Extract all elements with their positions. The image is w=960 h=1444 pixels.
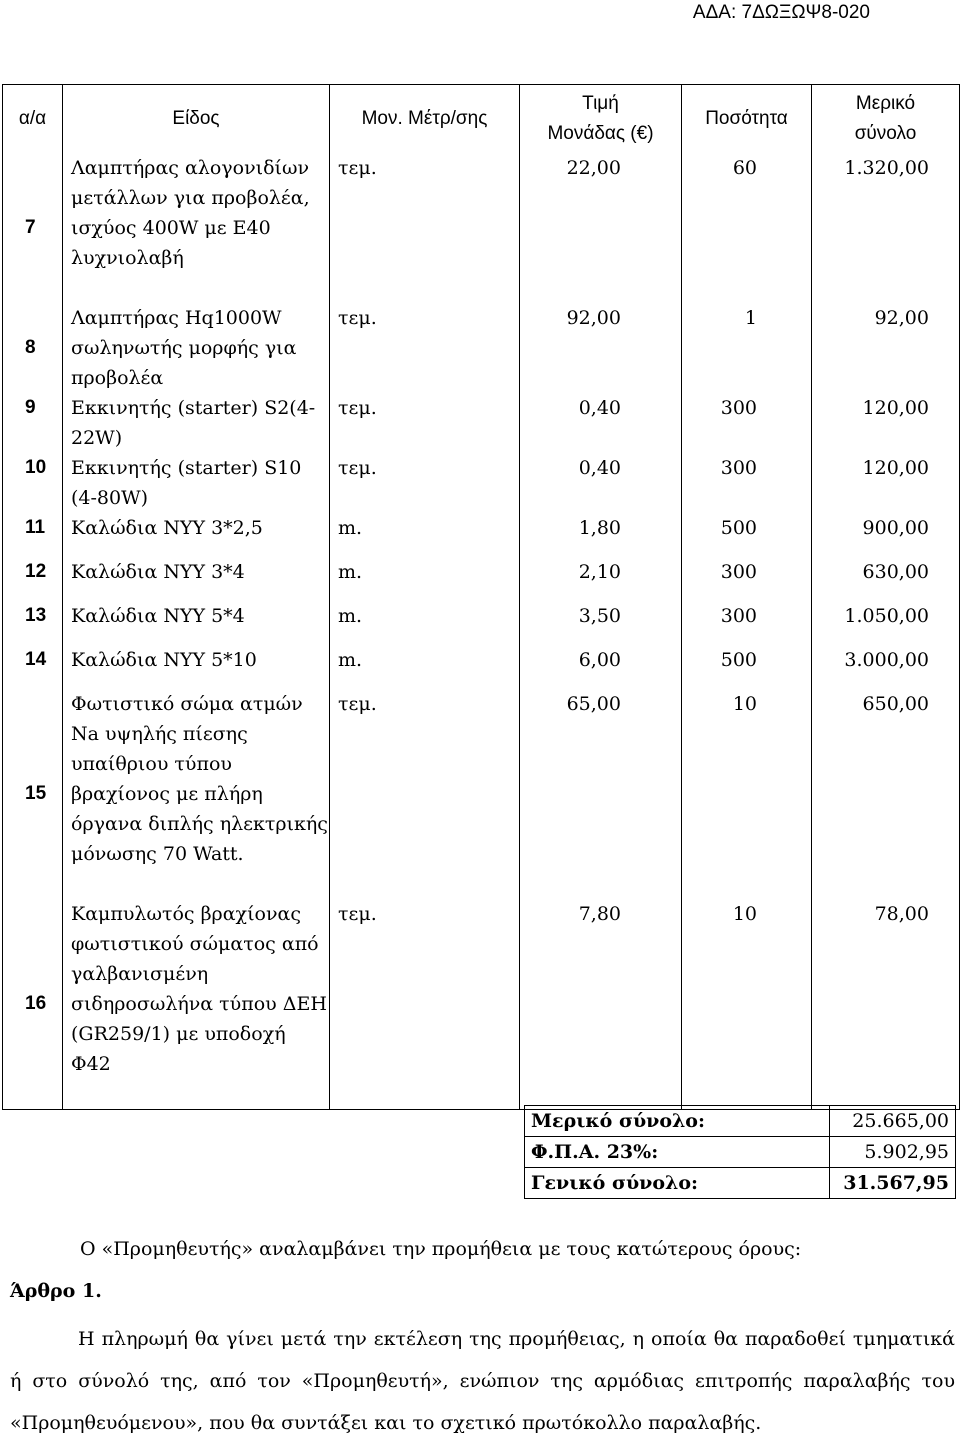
table-row — [3, 393, 960, 453]
table-row — [3, 645, 960, 689]
row-no: 13 — [3, 601, 63, 645]
row-desc: Καλώδια ΝΥΥ 5*4 — [63, 601, 330, 645]
table-row — [3, 453, 960, 513]
row-subtotal: 120,00 — [812, 453, 960, 513]
col-header-price-l1: Τιμή — [582, 93, 619, 114]
row-desc: Φωτιστικό σώμα ατμών Na υψηλής πίεσης υπαίθριου τύπου βραχίονος με πλήρη όργανα διπλής ηλεκτρικής μόνωσης 70 Watt. — [63, 689, 330, 899]
row-qty: 500 — [682, 645, 812, 689]
row-price: 92,00 — [520, 303, 682, 393]
row-no: 7 — [3, 153, 63, 303]
row-qty: 10 — [682, 899, 812, 1110]
row-price: 1,80 — [520, 513, 682, 557]
row-unit: m. — [330, 601, 520, 645]
table-row — [3, 689, 960, 899]
col-header-price-l2: Μονάδας (€) — [547, 123, 654, 144]
row-desc: Λαμπτήρας Hq1000W σωληνωτής μορφής για προβολέα — [63, 303, 330, 393]
row-desc: Εκκινητής (starter) S2(4-22W) — [63, 393, 330, 453]
row-no: 10 — [3, 453, 63, 513]
items-table — [2, 84, 960, 1110]
article-paragraph: Η πληρωμή θα γίνει μετά την εκτέλεση της προμήθειας, η οποία θα παραδοθεί τμηματικά ή στο σύνολό της, από τον «Προμηθευτή», ενώπιον της αρμόδιας επιτροπής παραλαβής του «Προμηθευόμενου», που θα συντάξει και το σχετικό πρωτόκολλο παραλαβής. — [10, 1328, 955, 1434]
table-row — [3, 557, 960, 601]
subtotal-label: Μερικό σύνολο: — [525, 1106, 830, 1137]
row-price: 22,00 — [520, 153, 682, 303]
col-header-no: α/α — [3, 85, 63, 154]
row-subtotal: 78,00 — [812, 899, 960, 1110]
row-qty: 1 — [682, 303, 812, 393]
row-unit: m. — [330, 513, 520, 557]
row-qty: 500 — [682, 513, 812, 557]
col-header-item: Είδος — [63, 85, 330, 154]
row-desc: Εκκινητής (starter) S10 (4-80W) — [63, 453, 330, 513]
row-subtotal: 630,00 — [812, 557, 960, 601]
row-subtotal: 92,00 — [812, 303, 960, 393]
row-no: 11 — [3, 513, 63, 557]
totals-table — [524, 1105, 956, 1199]
row-price: 2,10 — [520, 557, 682, 601]
row-qty: 300 — [682, 453, 812, 513]
row-no: 12 — [3, 557, 63, 601]
table-row — [3, 899, 960, 1110]
vat-row — [525, 1137, 956, 1168]
row-price: 6,00 — [520, 645, 682, 689]
col-header-unit: Μον. Μέτρ/σης — [330, 85, 520, 154]
row-price: 3,50 — [520, 601, 682, 645]
row-subtotal: 3.000,00 — [812, 645, 960, 689]
table-row — [3, 153, 960, 303]
row-unit: τεμ. — [330, 153, 520, 303]
subtotal-value: 25.665,00 — [830, 1106, 956, 1137]
row-qty: 300 — [682, 557, 812, 601]
row-desc: Καλώδια ΝΥΥ 3*2,5 — [63, 513, 330, 557]
row-price: 0,40 — [520, 453, 682, 513]
row-desc: Καλώδια ΝΥΥ 3*4 — [63, 557, 330, 601]
article-heading: Άρθρο 1. — [10, 1280, 102, 1302]
row-price: 0,40 — [520, 393, 682, 453]
col-header-subtotal — [812, 85, 960, 154]
row-desc: Καμπυλωτός βραχίονας φωτιστικού σώματος από γαλβανισμένη σιδηροσωλήνα τύπου ΔΕΗ (GR259/1) με υποδοχή Φ42 — [63, 899, 330, 1110]
row-unit: τεμ. — [330, 303, 520, 393]
col-header-sub-l1: Μερικό — [855, 93, 916, 114]
grand-total-row — [525, 1168, 956, 1199]
row-qty: 60 — [682, 153, 812, 303]
col-header-sub-l2: σύνολο — [854, 123, 917, 144]
row-price: 7,80 — [520, 899, 682, 1110]
row-subtotal: 650,00 — [812, 689, 960, 899]
row-unit: m. — [330, 645, 520, 689]
grand-total-label: Γενικό σύνολο: — [525, 1168, 830, 1199]
row-subtotal: 1.050,00 — [812, 601, 960, 645]
row-unit: τεμ. — [330, 453, 520, 513]
row-no: 9 — [3, 393, 63, 453]
row-no: 14 — [3, 645, 63, 689]
row-qty: 10 — [682, 689, 812, 899]
intro-text: Ο «Προμηθευτής» αναλαμβάνει την προμήθεια με τους κατώτερους όρους: — [80, 1238, 802, 1260]
row-price: 65,00 — [520, 689, 682, 899]
row-no: 8 — [3, 303, 63, 393]
row-unit: m. — [330, 557, 520, 601]
row-desc: Καλώδια ΝΥΥ 5*10 — [63, 645, 330, 689]
col-header-price — [520, 85, 682, 154]
row-unit: τεμ. — [330, 899, 520, 1110]
grand-total-value: 31.567,95 — [830, 1168, 956, 1199]
row-qty: 300 — [682, 601, 812, 645]
table-row — [3, 601, 960, 645]
table-row — [3, 303, 960, 393]
vat-value: 5.902,95 — [830, 1137, 956, 1168]
row-subtotal: 900,00 — [812, 513, 960, 557]
row-desc: Λαμπτήρας αλογονιδίων μετάλλων για προβολέα, ισχύος 400W με E40 λυχνιολαβή — [63, 153, 330, 303]
table-row — [3, 513, 960, 557]
row-subtotal: 120,00 — [812, 393, 960, 453]
col-header-qty: Ποσότητα — [682, 85, 812, 154]
subtotal-row — [525, 1106, 956, 1137]
row-qty: 300 — [682, 393, 812, 453]
ada-code: ΑΔΑ: 7ΔΩΞΩΨ8-020 — [692, 2, 870, 23]
table-header-row — [3, 85, 960, 154]
row-no: 15 — [3, 689, 63, 899]
row-no: 16 — [3, 899, 63, 1110]
row-subtotal: 1.320,00 — [812, 153, 960, 303]
row-unit: τεμ. — [330, 689, 520, 899]
vat-label: Φ.Π.Α. 23%: — [525, 1137, 830, 1168]
row-unit: τεμ. — [330, 393, 520, 453]
